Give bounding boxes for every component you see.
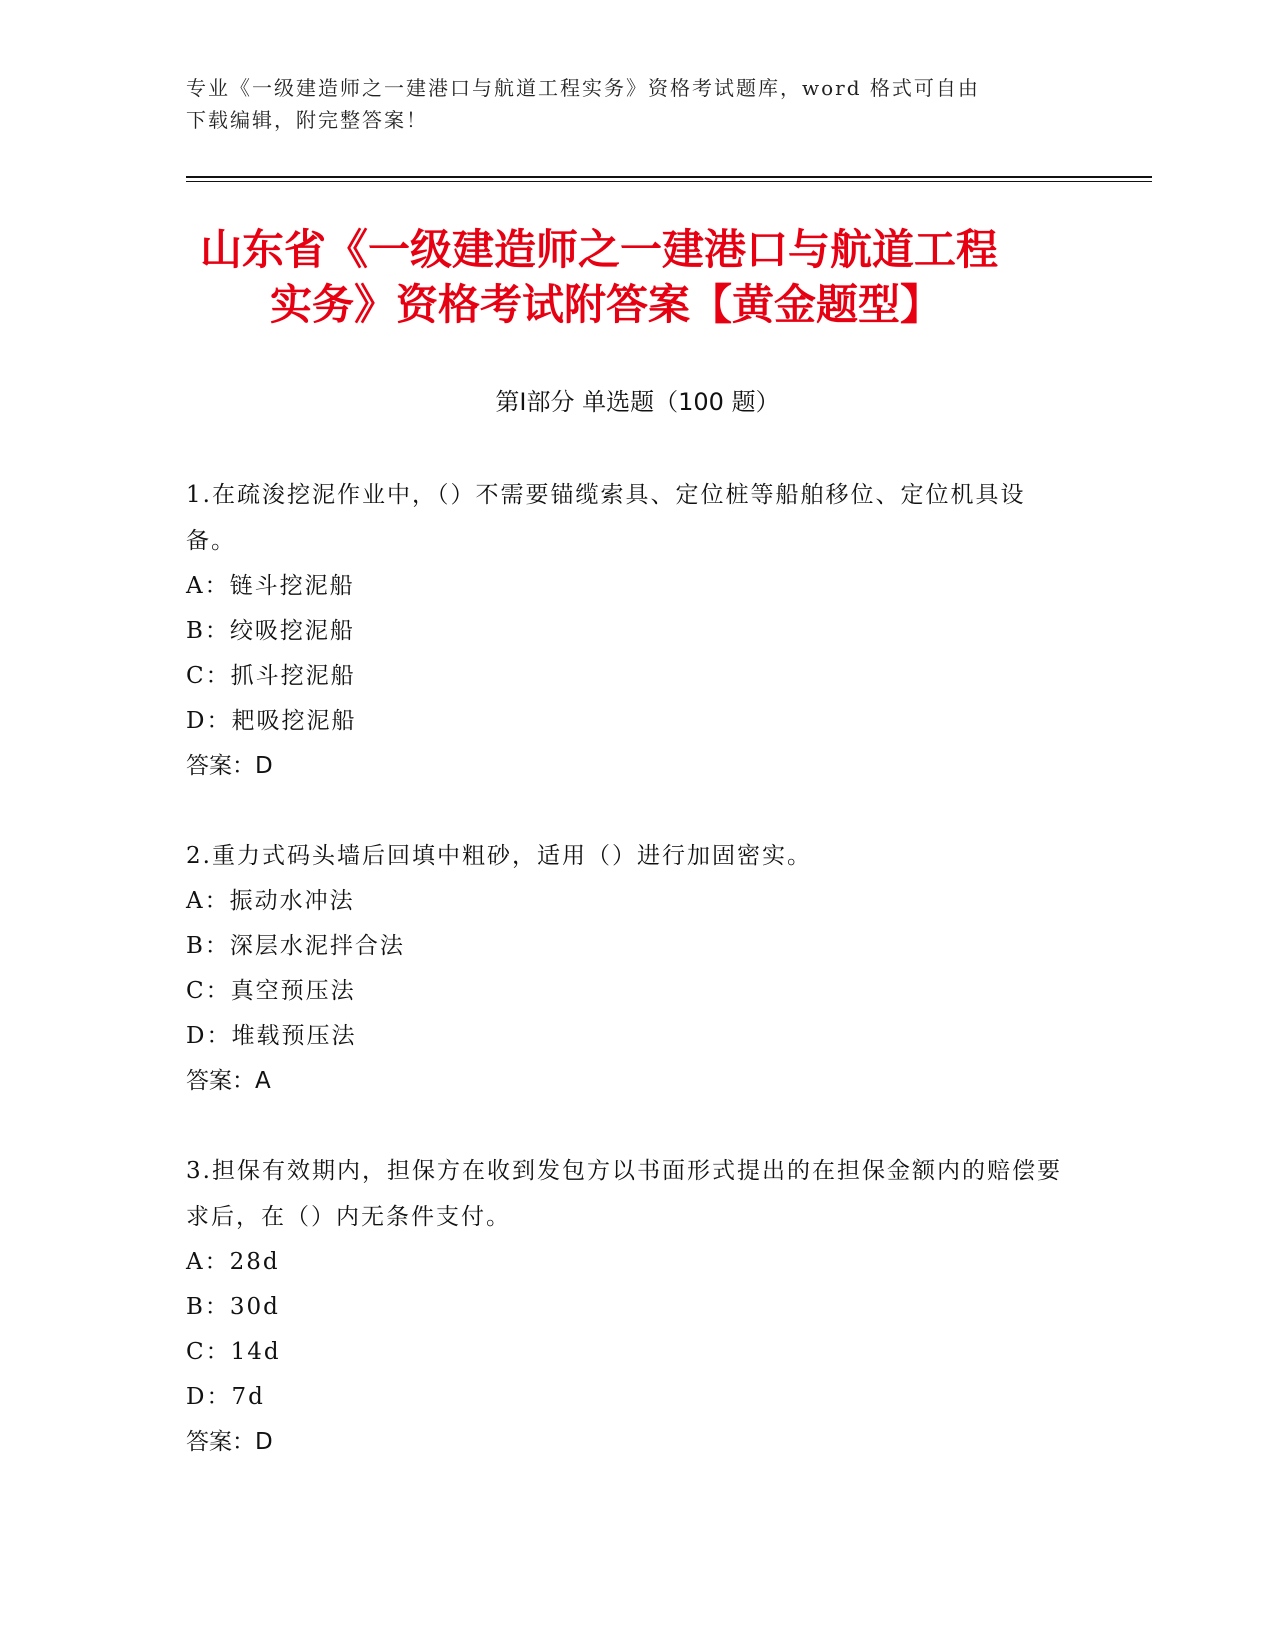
option-d: D：堆载预压法 xyxy=(186,1023,357,1049)
option-a: A：链斗挖泥船 xyxy=(186,573,355,599)
option-b: B：深层水泥拌合法 xyxy=(186,933,405,959)
option-b: B：30d xyxy=(186,1294,280,1320)
option-c: C：14d xyxy=(186,1339,281,1365)
answer-line: 答案：D xyxy=(186,1429,273,1455)
document-title-line-2: 实务》资格考试附答案【黄金题型】 xyxy=(270,280,943,329)
answer-line: 答案：D xyxy=(186,753,273,779)
option-d: D：7d xyxy=(186,1384,265,1410)
question-list xyxy=(186,472,1066,1509)
header-note-line-2: 下载编辑，附完整答案！ xyxy=(186,108,428,132)
header-note xyxy=(186,72,1066,136)
option-d: D：耙吸挖泥船 xyxy=(186,708,357,734)
question-2 xyxy=(186,833,1066,1104)
document-title-line-1: 山东省《一级建造师之一建港口与航道工程 xyxy=(200,225,999,274)
section-heading: 第Ⅰ部分 单选题（100 题） xyxy=(495,388,780,416)
option-a: A：振动水冲法 xyxy=(186,888,355,914)
header-rule-thick xyxy=(186,176,1152,178)
question-stem: 2.重力式码头墙后回填中粗砂，适用（）进行加固密实。 xyxy=(186,843,812,869)
header-note-line-1: 专业《一级建造师之一建港口与航道工程实务》资格考试题库，word 格式可自由 xyxy=(186,76,980,100)
document-title xyxy=(150,222,1150,332)
question-stem: 3.担保有效期内，担保方在收到发包方以书面形式提出的在担保金额内的赔偿要求后，在（）内无条件支付。 xyxy=(186,1158,1062,1230)
option-c: C：真空预压法 xyxy=(186,978,356,1004)
question-3 xyxy=(186,1148,1066,1465)
option-b: B：绞吸挖泥船 xyxy=(186,618,355,644)
question-1 xyxy=(186,472,1066,789)
header-rule-thin xyxy=(186,181,1152,182)
option-c: C：抓斗挖泥船 xyxy=(186,663,356,689)
answer-line: 答案：A xyxy=(186,1068,271,1094)
question-stem: 1.在疏浚挖泥作业中，（）不需要锚缆索具、定位桩等船舶移位、定位机具设备。 xyxy=(186,482,1026,554)
option-a: A：28d xyxy=(186,1249,280,1275)
